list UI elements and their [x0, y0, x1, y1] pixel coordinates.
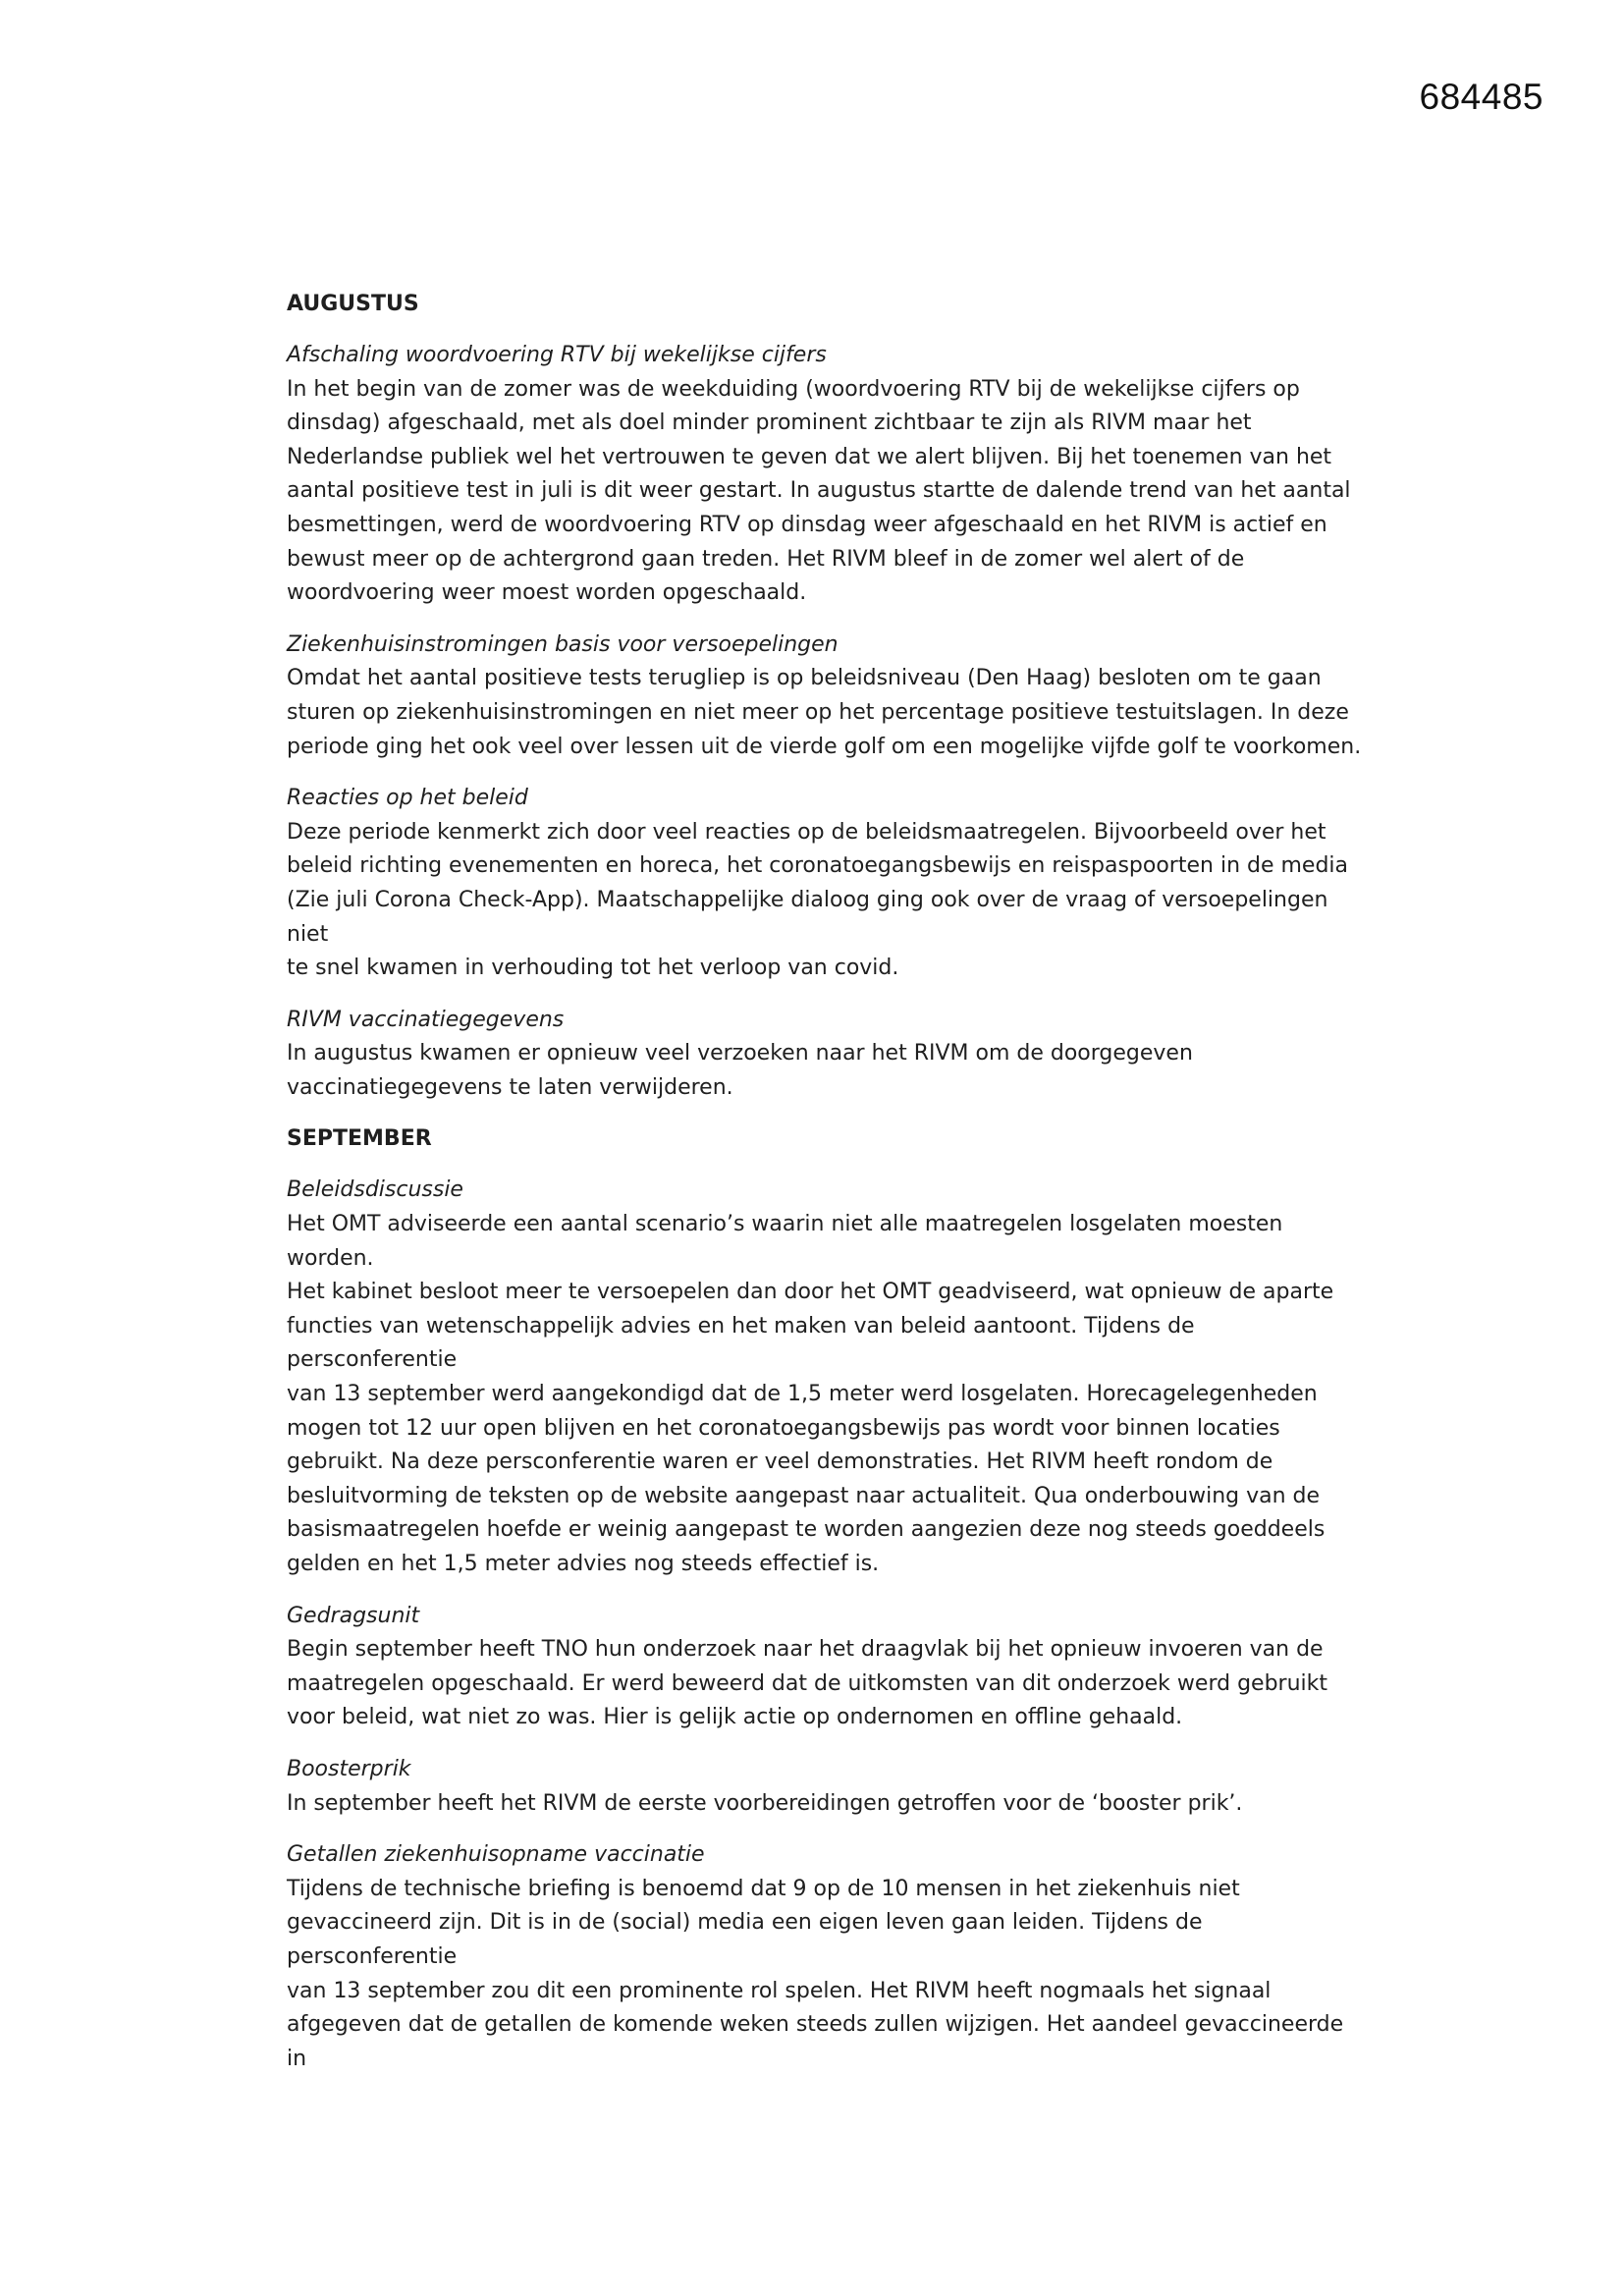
section-body: Het OMT adviseerde een aantal scenario’s waarin niet alle maatregelen losgelaten moesten worden. Het kabinet besloot meer te versoepelen dan door het OMT geadviseerd, wat opnieuw de aparte functies van wetenschappelijk advies en het maken van beleid aantoont. Tijdens de persconferentie van 13 september werd aangekondigd dat de 1,5 meter werd losgelaten. Horecagelegenheden mogen tot 12 uur open blijven en het coronatoegangsbewijs pas wordt voor binnen locaties gebruikt. Na deze persconferentie waren er veel demonstraties. Het RIVM heeft rondom de besluitvorming de teksten op de website aangepast naar actualiteit. Qua onderbouwing van de basismaatregelen hoefde er weinig aangepast te worden aangezien deze nog steeds goeddeels gelden en het 1,5 meter advies nog steeds effectief is.: [287, 1212, 1334, 1576]
section-title: Afschaling woordvoering RTV bij wekelijkse cijfers: [287, 343, 827, 367]
section-body: In augustus kwamen er opnieuw veel verzoeken naar het RIVM om de doorgegeven vaccinatiegegevens te laten verwijderen.: [287, 1041, 1193, 1100]
section-title: Beleidsdiscussie: [287, 1177, 463, 1203]
section-body: Tijdens de technische briefing is benoemd dat 9 op de 10 mensen in het ziekenhuis niet gevaccineerd zijn. Dit is in de (social) media een eigen leven gaan leiden. Tijdens de persconferentie van 13 september zou dit een prominente rol spelen. Het RIVM heeft nogmaals het signaal afgegeven dat de getallen de komende weken steeds zullen wijzigen. Het aandeel gevaccineerde in: [287, 1876, 1344, 2071]
section-gedragsunit: [287, 1600, 1367, 1735]
section-title: RIVM vaccinatiegegevens: [287, 1007, 565, 1032]
section-title: Ziekenhuisinstromingen basis voor versoepelingen: [287, 631, 839, 657]
section-title: Boosterprik: [287, 1756, 411, 1781]
section-rivm-vaccinatiegegevens: [287, 1004, 1367, 1106]
section-body: Begin september heeft TNO hun onderzoek naar het draagvlak bij het opnieuw invoeren van de maatregelen opgeschaald. Er werd beweerd dat de uitkomsten van dit onderzoek werd gebruikt voor beleid, wat niet zo was. Hier is gelijk actie op ondernomen en offline gehaald.: [287, 1637, 1327, 1730]
section-ziekenhuisinstromingen: [287, 629, 1367, 764]
section-body: Deze periode kenmerkt zich door veel reacties op de beleidsmaatregelen. Bijvoorbeeld over het beleid richting evenementen en horeca, het coronatoegangsbewijs en reispaspoorten in de media (Zie juli Corona Check-App). Maatschappelijke dialoog ging ook over de vraag of versoepelingen niet te snel kwamen in verhouding tot het verloop van covid.: [287, 819, 1349, 981]
section-title: Getallen ziekenhuisopname vaccinatie: [287, 1842, 705, 1868]
section-body: Omdat het aantal positieve tests terugliep is op beleidsniveau (Den Haag) besloten om te gaan sturen op ziekenhuisinstromingen en niet meer op het percentage positieve testuitslagen. In deze periode ging het ook veel over lessen uit de vierde golf om een mogelijke vijfde golf te voorkomen.: [287, 666, 1362, 759]
month-heading-augustus: AUGUSTUS: [287, 292, 419, 316]
section-body: In het begin van de zomer was de weekduiding (woordvoering RTV bij de wekelijkse cijfers op dinsdag) afgeschaald, met als doel minder prominent zichtbaar te zijn als RIVM maar het Nederlandse publiek wel het vertrouwen te geven dat we alert blijven. Bij het toenemen van het aantal positieve test in juli is dit weer gestart. In augustus startte de dalende trend van het aantal besmettingen, werd de woordvoering RTV op dinsdag weer afgeschaald en het RIVM is actief en bewust meer op de achtergrond gaan treden. Het RIVM bleef in de zomer wel alert of de woordvoering weer moest worden opgeschaald.: [287, 376, 1351, 606]
document-number: 684485: [1419, 77, 1543, 117]
section-body: In september heeft het RIVM de eerste voorbereidingen getroffen voor de ‘booster prik’.: [287, 1790, 1243, 1816]
section-beleidsdiscussie: [287, 1174, 1367, 1581]
section-getallen-ziekenhuisopname: [287, 1838, 1367, 2076]
section-title: Reacties op het beleid: [287, 786, 528, 811]
section-reacties-op-beleid: [287, 782, 1367, 986]
document-body: [287, 288, 1367, 2094]
section-boosterprik: [287, 1753, 1367, 1821]
month-heading-september: SEPTEMBER: [287, 1126, 432, 1152]
section-afschaling-woordvoering: [287, 339, 1367, 611]
section-title: Gedragsunit: [287, 1603, 420, 1628]
